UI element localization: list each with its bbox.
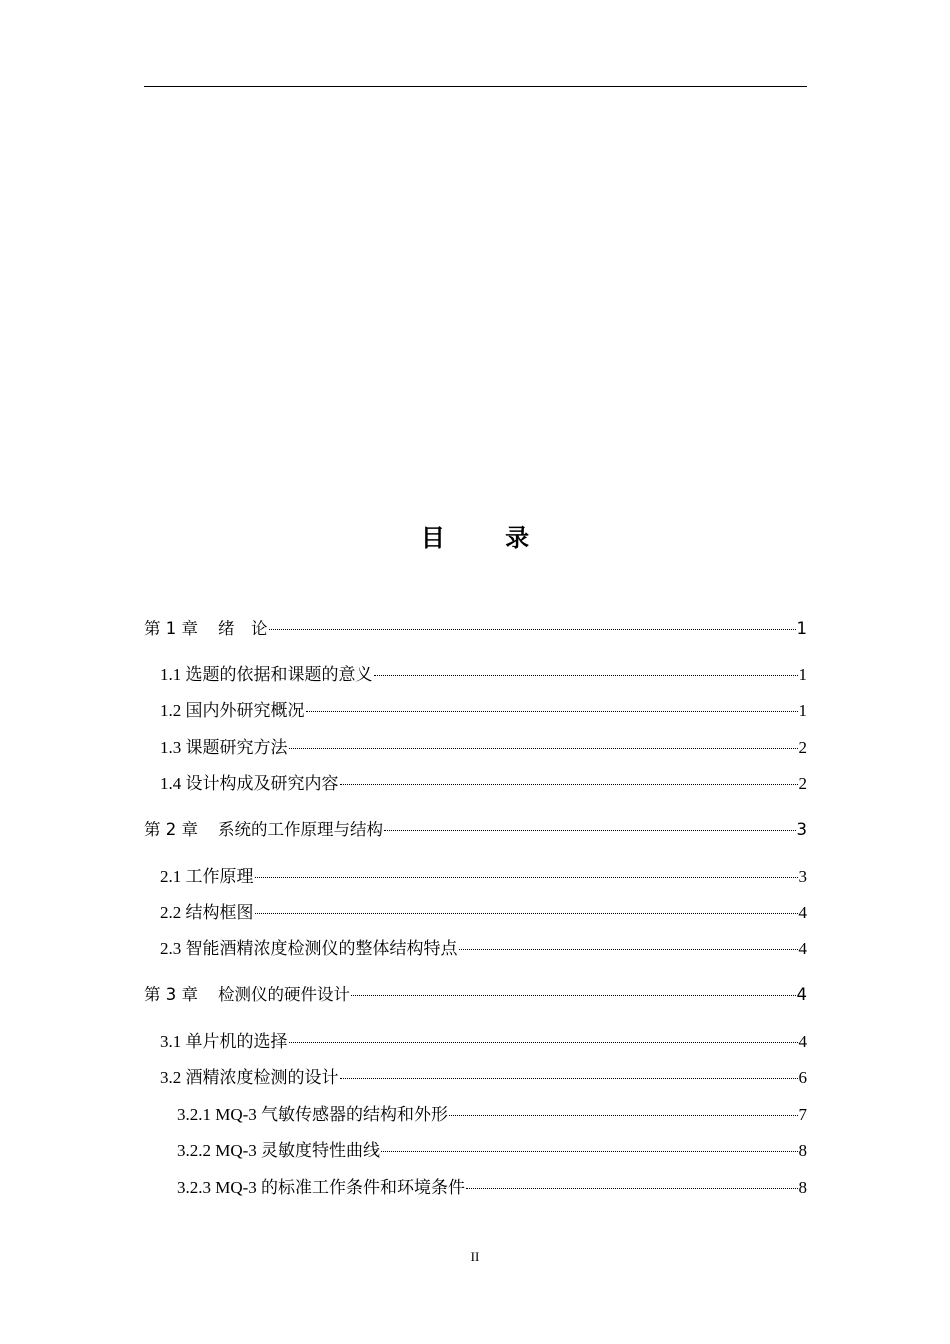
- chapter-number: 第 2 章: [144, 820, 198, 839]
- toc-entry-2-2[interactable]: [144, 902, 807, 924]
- entry-title: 2.1 工作原理: [160, 867, 254, 886]
- dot-leader: [466, 1188, 797, 1189]
- page-number: 4: [798, 1032, 807, 1051]
- dot-leader: [255, 913, 798, 914]
- entry-title: 1.2 国内外研究概况: [160, 701, 305, 720]
- entry-title: 绪 论: [218, 619, 268, 638]
- page-number: 4: [798, 939, 807, 958]
- page-number: 1: [798, 665, 807, 684]
- header-rule: [144, 86, 807, 87]
- entry-title: 1.4 设计构成及研究内容: [160, 774, 339, 793]
- toc-entry-2-1[interactable]: [144, 866, 807, 888]
- dot-leader: [306, 711, 798, 712]
- page-number: 1: [798, 701, 807, 720]
- entry-title: 3.1 单片机的选择: [160, 1032, 288, 1051]
- entry-title: 3.2.2 MQ-3 灵敏度特性曲线: [177, 1141, 381, 1160]
- chapter-number: 第 3 章: [144, 985, 198, 1004]
- dot-leader: [340, 1078, 798, 1079]
- toc-entry-1-3[interactable]: [144, 737, 807, 759]
- entry-title: 3.2 酒精浓度检测的设计: [160, 1068, 339, 1087]
- toc-entry-chapter-1[interactable]: [144, 618, 807, 640]
- toc-title: 目 录: [420, 524, 556, 552]
- dot-leader: [255, 877, 798, 878]
- page-number: 4: [796, 985, 807, 1004]
- dot-leader: [449, 1115, 797, 1116]
- chapter-number: 第 1 章: [144, 619, 198, 638]
- entry-title: 1.3 课题研究方法: [160, 738, 288, 757]
- page-footer-number: II: [470, 1249, 480, 1264]
- toc-entry-chapter-3[interactable]: [144, 984, 807, 1006]
- toc-entry-3-2[interactable]: [144, 1067, 807, 1089]
- dot-leader: [459, 949, 798, 950]
- entry-title: 系统的工作原理与结构: [218, 820, 383, 839]
- entry-title: 2.2 结构框图: [160, 903, 254, 922]
- page-number: 3: [796, 820, 807, 839]
- entry-title: 3.2.1 MQ-3 气敏传感器的结构和外形: [177, 1105, 449, 1124]
- dot-leader: [340, 784, 798, 785]
- toc-entry-3-2-1[interactable]: [144, 1104, 807, 1126]
- toc-entry-3-2-3[interactable]: [144, 1177, 807, 1199]
- dot-leader: [381, 1151, 797, 1152]
- dot-leader: [374, 675, 798, 676]
- dot-leader: [289, 748, 798, 749]
- dot-leader: [269, 629, 796, 630]
- page-number: 8: [798, 1178, 807, 1197]
- entry-title: 检测仪的硬件设计: [218, 985, 350, 1004]
- page-number: 2: [798, 774, 807, 793]
- page-number: 7: [798, 1105, 807, 1124]
- entry-title: 3.2.3 MQ-3 的标准工作条件和环境条件: [177, 1178, 466, 1197]
- toc-entry-chapter-2[interactable]: [144, 819, 807, 841]
- toc-entry-3-1[interactable]: [144, 1031, 807, 1053]
- toc-entry-1-1[interactable]: [144, 664, 807, 686]
- page-number: 8: [798, 1141, 807, 1160]
- dot-leader: [289, 1042, 798, 1043]
- dot-leader: [384, 830, 796, 831]
- page-number: 6: [798, 1068, 807, 1087]
- page-number: 3: [798, 867, 807, 886]
- page-number: 2: [798, 738, 807, 757]
- toc-entry-1-2[interactable]: [144, 700, 807, 722]
- toc-entry-2-3[interactable]: [144, 938, 807, 960]
- page-number: 4: [798, 903, 807, 922]
- dot-leader: [351, 995, 796, 996]
- toc-entry-3-2-2[interactable]: [144, 1140, 807, 1162]
- page-number: 1: [796, 619, 807, 638]
- entry-title: 2.3 智能酒精浓度检测仪的整体结构特点: [160, 939, 458, 958]
- entry-title: 1.1 选题的依据和课题的意义: [160, 665, 373, 684]
- toc-entry-1-4[interactable]: [144, 773, 807, 795]
